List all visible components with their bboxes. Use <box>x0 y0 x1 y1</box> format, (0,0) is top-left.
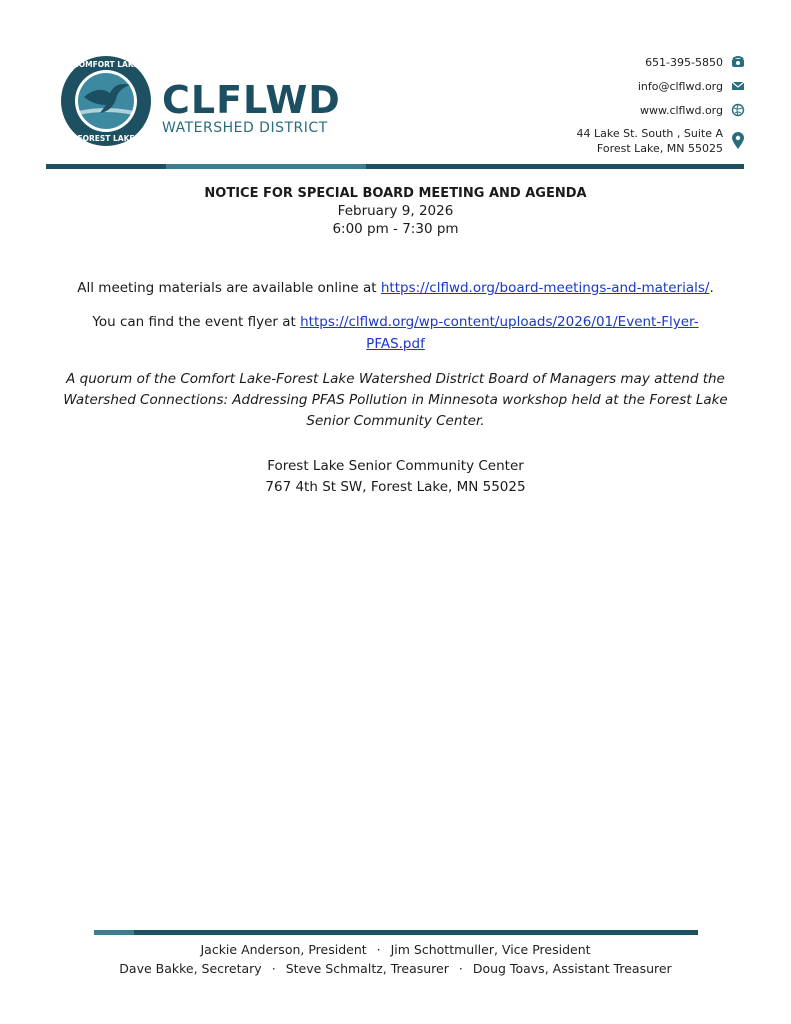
contact-website[interactable]: www.clflwd.org <box>639 103 723 117</box>
contact-block <box>577 50 745 156</box>
logo-ring-top: COMFORT LAKE <box>73 60 139 69</box>
board-member: Jim Schottmuller, Vice President <box>390 942 591 957</box>
contact-phone[interactable]: 651-395-5850 <box>645 55 723 69</box>
location-pin-icon <box>731 134 745 148</box>
materials-text: All meeting materials are available online at <box>77 280 381 296</box>
notice-body <box>40 186 751 498</box>
board-member: Steve Schmaltz, Treasurer <box>285 961 449 976</box>
materials-end: . <box>709 280 714 296</box>
mail-icon <box>731 79 745 93</box>
district-logo <box>60 55 152 147</box>
address-line-1: 44 Lake St. South , Suite A <box>576 127 723 140</box>
flyer-link-1[interactable]: https://clflwd.org/wp-content/uploads/2026/01/Event-Flyer- <box>300 314 699 330</box>
notice-title: NOTICE FOR SPECIAL BOARD MEETING AND AGENDA <box>204 186 587 201</box>
materials-paragraph <box>40 277 751 299</box>
flyer-paragraph <box>40 311 751 355</box>
venue-block <box>40 456 751 498</box>
header-divider <box>46 164 744 169</box>
contact-address <box>577 126 723 156</box>
phone-icon <box>731 55 745 69</box>
footer-row-2 <box>40 959 751 978</box>
address-line-2: Forest Lake, MN 55025 <box>596 142 723 155</box>
brand <box>162 80 341 136</box>
board-member: Doug Toavs, Assistant Treasurer <box>472 961 672 976</box>
board-members-footer <box>40 940 751 978</box>
separator-dot: · <box>376 942 381 957</box>
contact-email[interactable]: info@clflwd.org <box>637 79 723 93</box>
separator-dot: · <box>271 961 276 976</box>
globe-icon <box>731 103 745 117</box>
flyer-link-2[interactable]: PFAS.pdf <box>366 336 425 352</box>
logo-ring-bottom: FOREST LAKE <box>77 134 135 143</box>
quorum-notice: A quorum of the Comfort Lake-Forest Lake Watershed District Board of Managers may attend the Watershed Connections: Addressing PFAS Pollution in Minnesota workshop held at the Forest Lake Senior Community Center. <box>63 371 728 429</box>
board-member: Jackie Anderson, President <box>200 942 367 957</box>
brand-name: CLFLWD <box>162 78 341 122</box>
brand-subtitle: WATERSHED DISTRICT <box>162 120 328 136</box>
meeting-time: 6:00 pm - 7:30 pm <box>332 221 459 237</box>
meeting-date: February 9, 2026 <box>337 203 454 219</box>
board-member: Dave Bakke, Secretary <box>119 961 262 976</box>
materials-link[interactable]: https://clflwd.org/board-meetings-and-materials/ <box>380 280 710 296</box>
venue-name: Forest Lake Senior Community Center <box>267 458 524 474</box>
footer-row-1 <box>40 940 751 959</box>
separator-dot: · <box>458 961 463 976</box>
footer-divider <box>94 930 698 935</box>
venue-address: 767 4th St SW, Forest Lake, MN 55025 <box>265 479 526 495</box>
flyer-text: You can find the event flyer at <box>92 314 301 330</box>
